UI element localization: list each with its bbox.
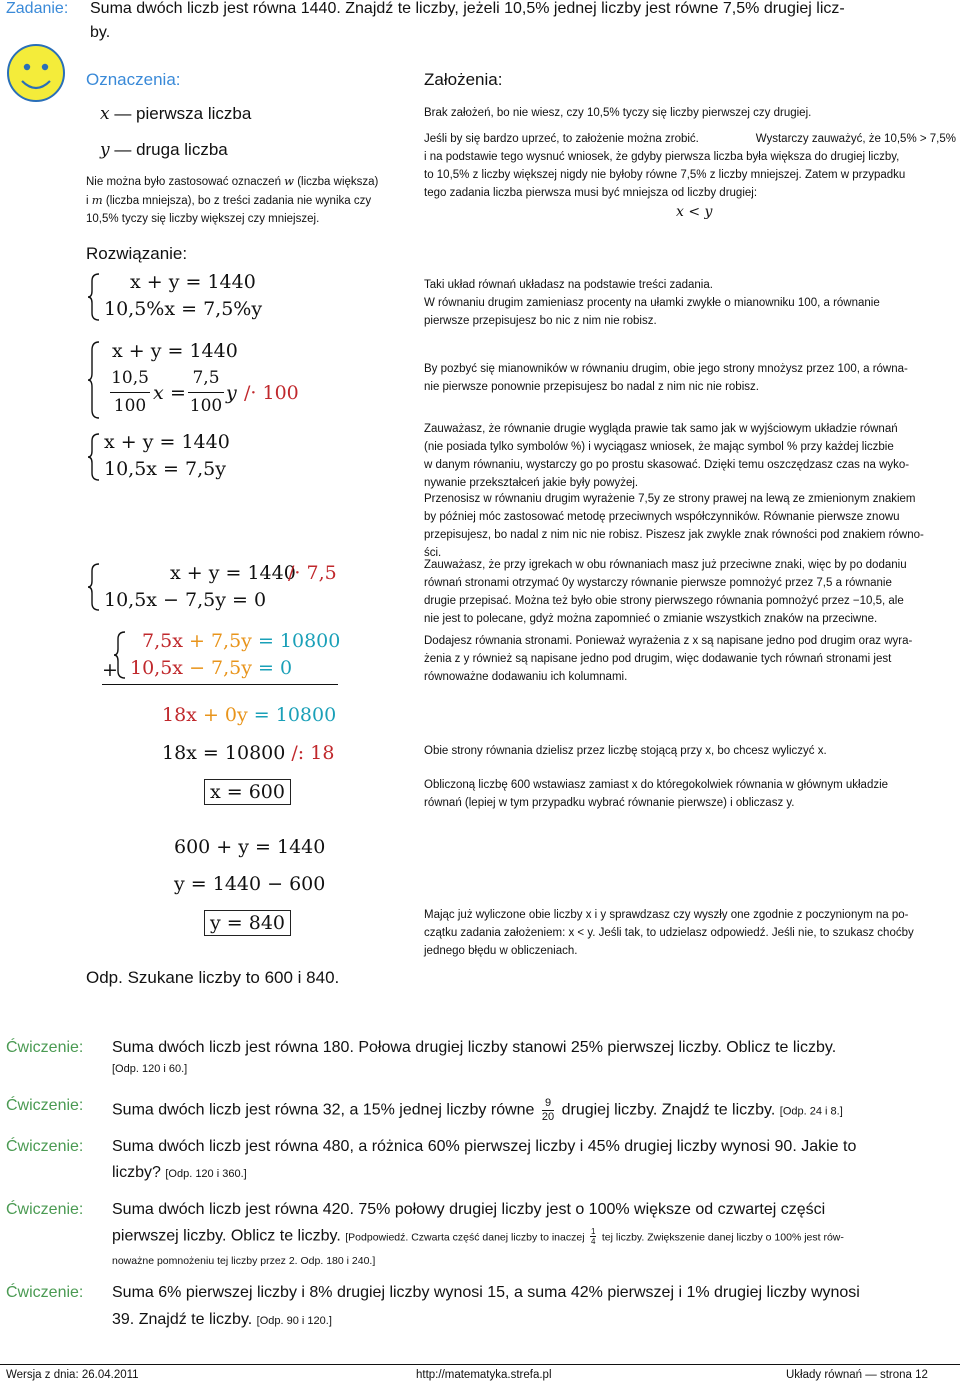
exercise-2-text bbox=[112, 1097, 843, 1124]
notation-x-desc: — pierwsza liczba bbox=[114, 104, 252, 123]
eq-1b: 10,5%x = 7,5%y bbox=[104, 298, 263, 320]
exercise-2-answer: [Odp. 24 i 8.] bbox=[779, 1105, 843, 1118]
comment-4-line-a: Przenosisz w równaniu drugim wyrażenie 7,5y ze strony prawej na lewą ze zmienionym znakiem bbox=[424, 493, 916, 505]
eq-3a: x + y = 1440 bbox=[104, 431, 230, 453]
footer-version: Wersja z dnia: 26.04.2011 bbox=[6, 1369, 139, 1381]
brace-4 bbox=[86, 562, 102, 612]
eq-6-y: + 0y bbox=[202, 704, 248, 726]
eq-6 bbox=[162, 704, 336, 726]
assump-line-b: Wystarczy zauważyć, że 10,5% > 7,5% bbox=[755, 133, 956, 145]
eq-5b-rhs: = 0 bbox=[258, 657, 293, 679]
comment-8 bbox=[424, 776, 948, 812]
exercise-1-answer: [Odp. 120 i 60.] bbox=[112, 1063, 188, 1075]
exercise-4-line-a: Suma dwóch liczb jest równa 420. 75% połowy drugiej liczby jest o 100% większe od czwartej części bbox=[112, 1201, 826, 1218]
notation-note: Nie można było zastosować oznaczeń w (liczba większa) i m (liczba mniejsza), bo z treści zadania nie wynika czy 10,5% tyczy się liczby większej czy mniejszej. bbox=[86, 172, 404, 228]
assump-line-d: to 10,5% z liczby większej nigdy nie byłoby równe 7,5% z liczby mniejszej. bbox=[424, 169, 802, 181]
fraction-9-20-num: 9 bbox=[542, 1097, 554, 1111]
eq-5a bbox=[142, 630, 340, 652]
fraction-1-4-num: 1 bbox=[590, 1227, 596, 1236]
eq-5a-y: + 7,5y bbox=[188, 630, 252, 652]
answer: Odp. Szukane liczby to 600 i 840. bbox=[86, 968, 340, 987]
exercise-4-hint-c: noważne pomnożeniu tej liczby przez 2. Odp. 180 i 240.] bbox=[112, 1255, 376, 1267]
comment-5-line-b: równań stronami otrzymać 0y wystarczy równanie pierwsze pomnożyć przez 7,5 a równanie bbox=[424, 577, 892, 589]
comment-9-line-a: Mając już wyliczone obie liczby x i y sprawdzasz czy wyszły one zgodnie z poczynionym na po- bbox=[424, 909, 909, 921]
exercise-3-answer: [Odp. 120 i 360.] bbox=[165, 1168, 247, 1180]
comment-2 bbox=[424, 360, 948, 396]
notation-x bbox=[100, 104, 251, 124]
footer-divider bbox=[0, 1364, 960, 1365]
fraction-9-20-den: 20 bbox=[541, 1111, 555, 1123]
frac-2-num: 7,5 bbox=[192, 368, 220, 388]
exercise-4-label: Ćwiczenie: bbox=[6, 1201, 84, 1218]
result-x-box: x = 600 bbox=[204, 779, 291, 805]
comment-3-line-c: w danym równaniu, wystarczy go po prostu skasować. Dzięki temu oszczędzasz czas na wyko- bbox=[424, 459, 910, 471]
comment-5-line-d: nie jest to polecane, gdyż można zapomnieć o zmianie wszystkich znaków na przeciwne. bbox=[424, 613, 878, 625]
exercise-4-line-b bbox=[112, 1227, 844, 1246]
comment-3-line-b: (nie posiada tylko symbolów %) i wyciągasz wniosek, że mając symbol % przy każdej liczbie bbox=[424, 441, 894, 453]
sum-line bbox=[102, 684, 338, 685]
exercise-5-line-a: Suma 6% pierwszej liczby i 8% drugiej liczby wynosi 15, a suma 42% pierwszej i 1% drugiej liczby wynosi bbox=[112, 1284, 860, 1301]
exercise-5-label: Ćwiczenie: bbox=[6, 1284, 84, 1301]
comment-4 bbox=[424, 490, 948, 562]
eq-9: 600 + y = 1440 bbox=[174, 836, 326, 858]
assumptions-p2 bbox=[424, 130, 956, 202]
exercise-3-text-b: liczby? bbox=[112, 1164, 161, 1181]
comment-9 bbox=[424, 906, 948, 960]
eq-10: y = 1440 − 600 bbox=[174, 873, 326, 895]
exercise-3-line-a: Suma dwóch liczb jest równa 480, a różnica 60% pierwszej liczby i 45% drugiej liczby wynosi 90. Jakie to bbox=[112, 1138, 857, 1155]
assump-line-c: i na podstawie tego wysnuć wniosek, że gdyby pierwsza liczba była większa do drugiej liczby, bbox=[424, 151, 900, 163]
comment-6-line-c: równoważne dodawaniu ich kolumnami. bbox=[424, 671, 628, 683]
m-symbol: m bbox=[91, 193, 103, 207]
comment-5 bbox=[424, 556, 948, 628]
fraction-1-4 bbox=[590, 1227, 596, 1246]
comment-6 bbox=[424, 632, 948, 686]
comment-3-line-a: Zauważasz, że równanie drugie wygląda prawie tak samo jak w wyjściowym układzie równań bbox=[424, 423, 898, 435]
comment-1-line-b: W równaniu drugim zamieniasz procenty na ułamki zwykłe o mianowniku 100, a równanie bbox=[424, 297, 880, 309]
assumptions-p1: Brak założeń, bo nie wiesz, czy 10,5% tyczy się liczby pierwszej czy drugiej. bbox=[424, 107, 812, 119]
note-line-1: Nie można było zastosować oznaczeń bbox=[86, 176, 281, 188]
exercise-5-text-b: 39. Znajdź te liczby. bbox=[112, 1311, 253, 1328]
eq-2-y: y bbox=[226, 382, 237, 404]
comment-2-line-b: nie pierwsze ponownie przepisujesz bo nadal z nim nic nie robisz. bbox=[424, 381, 759, 393]
task-label: Zadanie: bbox=[6, 0, 69, 17]
comment-3-line-d: nywanie przekształceń jakie były powyżej. bbox=[424, 477, 639, 489]
brace-3 bbox=[86, 432, 102, 482]
eq-7-main: 18x = 10800 bbox=[162, 742, 286, 764]
comment-4-line-b: by później móc zastosować metodę przeciwnych współczynników. Równanie pierwsze znowu bbox=[424, 511, 900, 523]
smiley-icon bbox=[5, 42, 67, 104]
exercise-1-label: Ćwiczenie: bbox=[6, 1039, 84, 1056]
comment-4-line-c: przepisujesz, bo nadal z nim nic nie robisz. Piszesz jak zwykle znak równości pod znakiem równo- bbox=[424, 529, 924, 541]
exercise-3-label: Ćwiczenie: bbox=[6, 1138, 84, 1155]
comment-6-line-a: Dodajesz równania stronami. Ponieważ wyrażenia z x są napisane jedno pod drugim oraz wyra- bbox=[424, 635, 913, 647]
inequality: x < y bbox=[676, 204, 713, 220]
brace-2 bbox=[86, 340, 102, 420]
comment-5-line-c: drugie przepisać. Można też było obie strony pierwszego równania pomnożyć przez −10,5, ale bbox=[424, 595, 904, 607]
comment-9-line-c: jednego błędu w obliczeniach. bbox=[424, 945, 578, 957]
exercise-4-hint-b: tej liczby. Zwiększenie danej liczby o 100% jest rów- bbox=[601, 1231, 844, 1244]
comment-4-line-d: ści. bbox=[424, 547, 442, 559]
eq-6-rhs: = 10800 bbox=[253, 704, 337, 726]
exercise-5-line-b bbox=[112, 1311, 332, 1329]
footer-page: Układy równań — strona 12 bbox=[786, 1369, 928, 1381]
note-line-3: 10,5% tyczy się liczby większej czy mniejszej. bbox=[86, 213, 320, 225]
exercise-2-text-a: Suma dwóch liczb jest równa 32, a 15% jednej liczby równe bbox=[112, 1101, 535, 1119]
result-y-box: y = 840 bbox=[204, 910, 291, 936]
solution-title: Rozwiązanie: bbox=[86, 244, 188, 263]
eq-4b: 10,5x − 7,5y = 0 bbox=[104, 589, 267, 611]
eq-7 bbox=[162, 742, 334, 764]
eq-2a: x + y = 1440 bbox=[112, 340, 238, 362]
frac-1-num: 10,5 bbox=[111, 368, 149, 388]
comment-7: Obie strony równania dzielisz przez liczbę stojącą przy x, bo chcesz wyliczyć x. bbox=[424, 745, 827, 757]
exercise-4-text-b: pierwszej liczby. Oblicz te liczby. bbox=[112, 1227, 341, 1245]
plus-sign: + bbox=[102, 659, 118, 681]
comment-6-line-b: żenia z y również są napisane jedno pod drugim, więc dodawanie tych równań stronami jest bbox=[424, 653, 892, 665]
comment-2-line-a: By pozbyć się mianowników w równaniu drugim, obie jego strony mnożysz przez 100, a równa- bbox=[424, 363, 908, 375]
comment-8-line-a: Obliczoną liczbę 600 wstawiasz zamiast x do któregokolwiek równania w głównym układzie bbox=[424, 779, 889, 791]
exercise-3-line-b bbox=[112, 1164, 247, 1182]
exercise-4-hint-a: [Podpowiedź. Czwarta część danej liczby to inaczej bbox=[345, 1231, 585, 1244]
eq-6-x: 18x bbox=[162, 704, 197, 726]
comment-1 bbox=[424, 276, 948, 330]
comment-9-line-b: czątku zadania założeniem: x < y. Jeśli tak, to udzielasz odpowiedź. Jeśli nie, to szukasz choćby bbox=[424, 927, 914, 939]
exercise-2-text-b: drugiej liczby. Znajdź te liczby. bbox=[561, 1101, 776, 1119]
op-mult-100: /· 100 bbox=[244, 382, 299, 404]
comment-8-line-b: równań (lepiej w tym przypadku wybrać równanie pierwsze) i obliczasz y. bbox=[424, 797, 795, 809]
task-line-2: by. bbox=[90, 24, 111, 41]
comment-1-line-c: pierwsze przepisujesz bo nic z nim nie robisz. bbox=[424, 315, 657, 327]
op-mult-7-5: /· 7,5 bbox=[288, 562, 337, 584]
eq-5a-rhs: = 10800 bbox=[257, 630, 341, 652]
task-line-1: Suma dwóch liczb jest równa 1440. Znajdź te liczby, jeżeli 10,5% jednej liczby jest równe 7,5% drugiej licz- bbox=[90, 0, 845, 17]
notation-title: Oznaczenia: bbox=[86, 70, 181, 89]
eq-5a-x: 7,5x bbox=[142, 630, 183, 652]
comment-1-line-a: Taki układ równań układasz na podstawie treści zadania. bbox=[424, 279, 713, 291]
fraction-1-4-den: 4 bbox=[590, 1237, 596, 1246]
eq-1a: x + y = 1440 bbox=[130, 271, 256, 293]
notation-y-desc: — druga liczba bbox=[114, 140, 228, 159]
brace-1 bbox=[86, 272, 102, 322]
footer-url[interactable]: http://matematyka.strefa.pl bbox=[416, 1369, 552, 1381]
comment-3 bbox=[424, 420, 948, 492]
eq-5b-y: − 7,5y bbox=[189, 657, 252, 679]
eq-5b bbox=[130, 657, 292, 679]
assump-line-a: Jeśli by się bardzo uprzeć, to założenie można zrobić. bbox=[424, 133, 699, 145]
w-symbol: w bbox=[284, 174, 295, 188]
frac-2-bar bbox=[188, 392, 224, 393]
eq-2-eq: = bbox=[170, 382, 186, 404]
note-line-1b: (liczba większa) bbox=[297, 176, 379, 188]
frac-1-bar bbox=[110, 392, 150, 393]
note-line-2: (liczba mniejsza), bo z treści zadania nie wynika czy bbox=[105, 195, 372, 207]
comment-5-line-a: Zauważasz, że przy igrekach w obu równaniach masz już przeciwne znaki, więc by po dodaniu bbox=[424, 559, 907, 571]
exercise-2-label: Ćwiczenie: bbox=[6, 1097, 84, 1114]
x-symbol: x bbox=[100, 104, 110, 124]
assumptions-title: Założenia: bbox=[424, 70, 503, 89]
eq-5b-x: 10,5x bbox=[130, 657, 184, 679]
op-div-18: /: 18 bbox=[291, 742, 335, 764]
exercise-1-text: Suma dwóch liczb jest równa 180. Połowa drugiej liczby stanowi 25% pierwszej liczby. Oblicz te liczby. bbox=[112, 1039, 837, 1056]
eq-4a: x + y = 1440 bbox=[170, 562, 296, 584]
eq-3b: 10,5x = 7,5y bbox=[104, 458, 226, 480]
frac-1-den: 100 bbox=[113, 396, 147, 416]
notation-y bbox=[100, 140, 228, 160]
fraction-9-20 bbox=[542, 1097, 554, 1124]
eq-2-x: x bbox=[153, 382, 164, 404]
assump-line-f: tego zadania liczba pierwsza musi być mniejsza od liczby drugiej: bbox=[424, 187, 758, 199]
frac-2-den: 100 bbox=[189, 396, 223, 416]
exercise-5-answer: [Odp. 90 i 120.] bbox=[256, 1315, 332, 1327]
assump-line-e: Zatem w przypadku bbox=[804, 169, 906, 181]
y-symbol: y bbox=[100, 140, 110, 160]
